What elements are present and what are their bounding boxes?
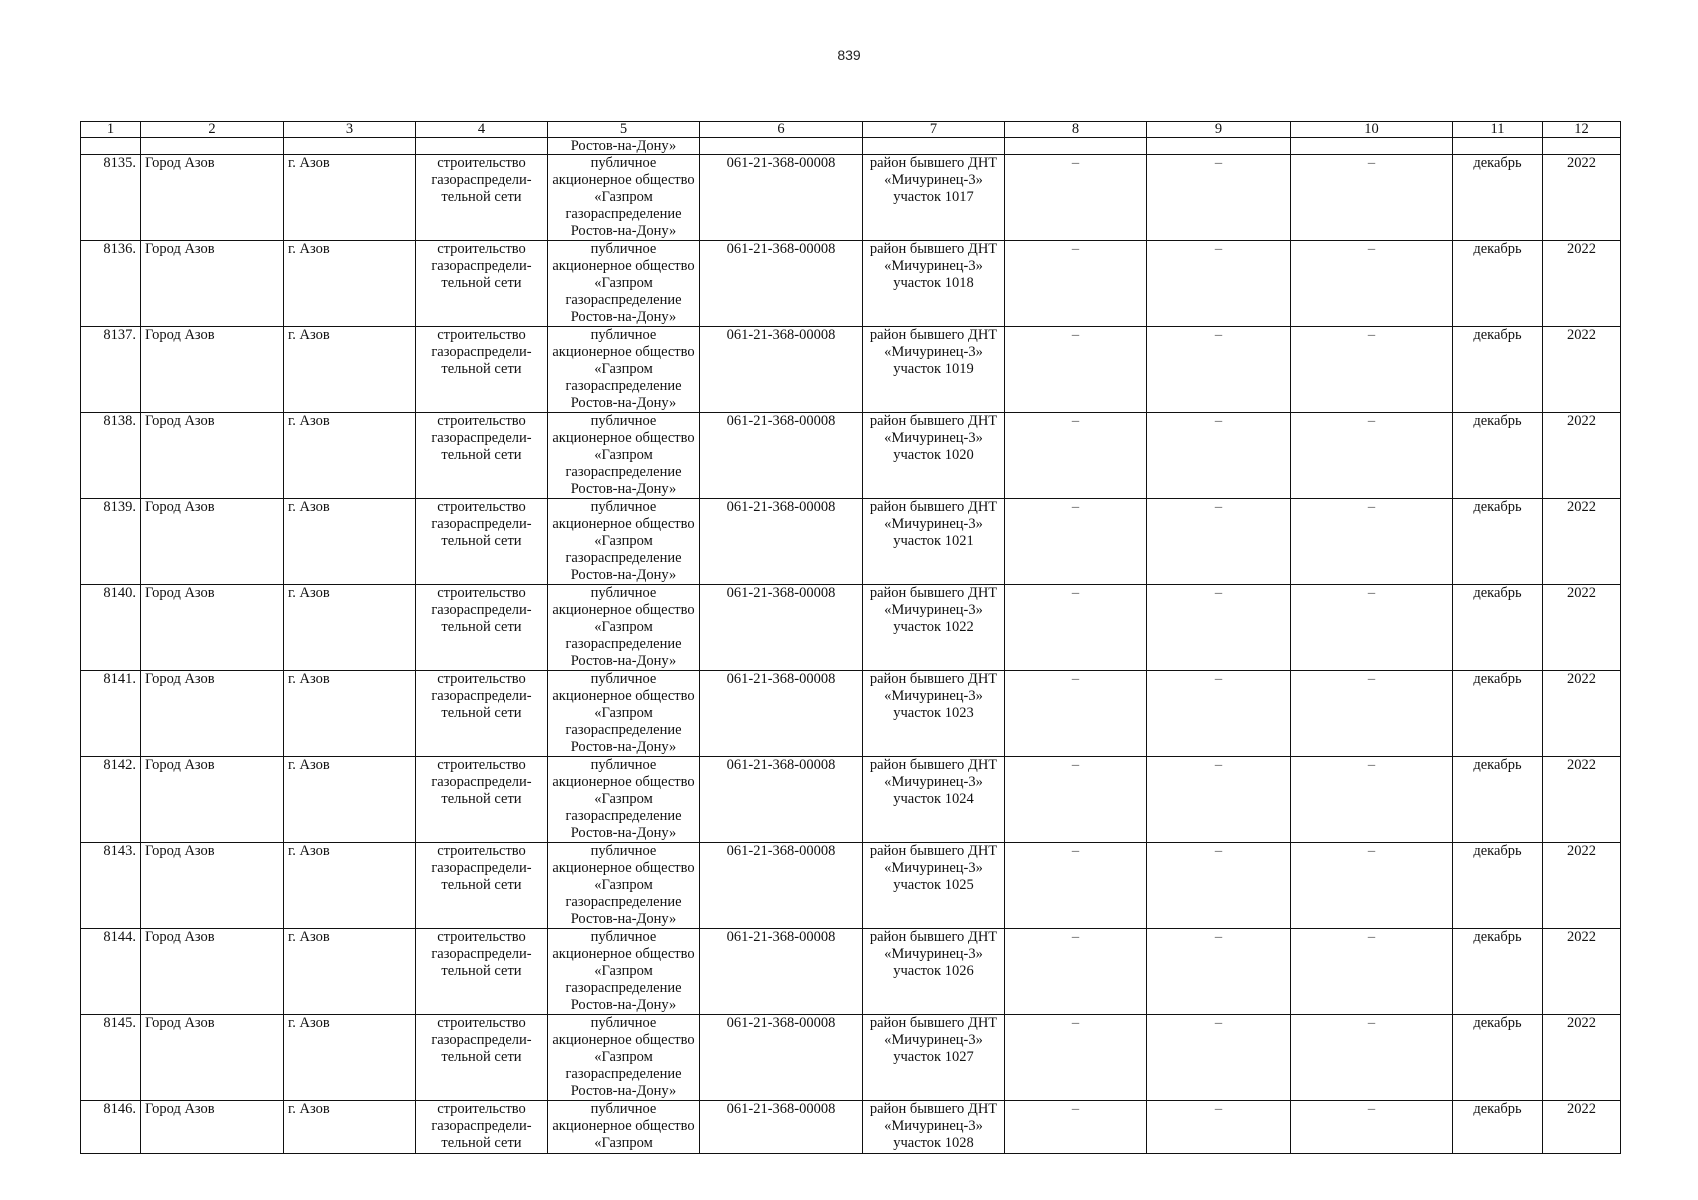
locality-cell: г. Азов bbox=[284, 757, 416, 843]
place-cell: район бывшего ДНТ «Мичуринец-3» участок 1017 bbox=[863, 155, 1005, 241]
municipality-cell: Город Азов bbox=[141, 843, 284, 929]
owner-cell: публичное акционерное общество «Газпром bbox=[548, 1101, 700, 1154]
column-header: 11 bbox=[1453, 122, 1543, 138]
col9-cell: – bbox=[1147, 1101, 1291, 1154]
place-cell: район бывшего ДНТ «Мичуринец-3» участок 1018 bbox=[863, 241, 1005, 327]
code-cell: 061-21-368-00008 bbox=[700, 413, 863, 499]
place-cell: район бывшего ДНТ «Мичуринец-3» участок 1028 bbox=[863, 1101, 1005, 1154]
owner-cell: публичное акционерное общество «Газпром газораспределение Ростов-на-Дону» bbox=[548, 757, 700, 843]
place-cell: район бывшего ДНТ «Мичуринец-3» участок 1021 bbox=[863, 499, 1005, 585]
purpose-cell: строительство газораспредели-тельной сети bbox=[416, 327, 548, 413]
code-cell: 061-21-368-00008 bbox=[700, 327, 863, 413]
code-cell: 061-21-368-00008 bbox=[700, 585, 863, 671]
col10-cell: – bbox=[1291, 1015, 1453, 1101]
col8-cell: – bbox=[1005, 241, 1147, 327]
municipality-cell: Город Азов bbox=[141, 757, 284, 843]
owner-cell: публичное акционерное общество «Газпром газораспределение Ростов-на-Дону» bbox=[548, 585, 700, 671]
col10-cell: – bbox=[1291, 585, 1453, 671]
year-cell: 2022 bbox=[1543, 1015, 1621, 1101]
place-cell: район бывшего ДНТ «Мичуринец-3» участок 1024 bbox=[863, 757, 1005, 843]
col10-cell: – bbox=[1291, 499, 1453, 585]
code-cell: 061-21-368-00008 bbox=[700, 757, 863, 843]
col9-cell: – bbox=[1147, 327, 1291, 413]
year-cell: 2022 bbox=[1543, 585, 1621, 671]
locality-cell: г. Азов bbox=[284, 585, 416, 671]
col10-cell: – bbox=[1291, 929, 1453, 1015]
col8-cell: – bbox=[1005, 499, 1147, 585]
continuation-row bbox=[81, 138, 1621, 155]
month-cell: декабрь bbox=[1453, 585, 1543, 671]
col10-cell: – bbox=[1291, 155, 1453, 241]
table-row bbox=[81, 1101, 1621, 1154]
municipality-cell: Город Азов bbox=[141, 241, 284, 327]
row-number-cell: 8137. bbox=[81, 327, 141, 413]
col10-cell: – bbox=[1291, 1101, 1453, 1154]
col9-cell: – bbox=[1147, 1015, 1291, 1101]
month-cell: декабрь bbox=[1453, 499, 1543, 585]
row-number-cell: 8140. bbox=[81, 585, 141, 671]
row-number-cell: 8146. bbox=[81, 1101, 141, 1154]
col9-cell: – bbox=[1147, 585, 1291, 671]
column-header: 1 bbox=[81, 122, 141, 138]
owner-cell: публичное акционерное общество «Газпром газораспределение Ростов-на-Дону» bbox=[548, 499, 700, 585]
municipality-cell: Город Азов bbox=[141, 1101, 284, 1154]
code-cell: 061-21-368-00008 bbox=[700, 929, 863, 1015]
row-number-cell: 8142. bbox=[81, 757, 141, 843]
owner-cell: публичное акционерное общество «Газпром газораспределение Ростов-на-Дону» bbox=[548, 155, 700, 241]
code-cell: 061-21-368-00008 bbox=[700, 843, 863, 929]
year-cell: 2022 bbox=[1543, 241, 1621, 327]
locality-cell: г. Азов bbox=[284, 929, 416, 1015]
municipality-cell: Город Азов bbox=[141, 1015, 284, 1101]
month-cell: декабрь bbox=[1453, 1015, 1543, 1101]
table-row bbox=[81, 843, 1621, 929]
purpose-cell: строительство газораспредели-тельной сети bbox=[416, 413, 548, 499]
row-number-cell: 8144. bbox=[81, 929, 141, 1015]
purpose-cell: строительство газораспредели-тельной сети bbox=[416, 585, 548, 671]
col10-cell: – bbox=[1291, 327, 1453, 413]
purpose-cell: строительство газораспредели-тельной сети bbox=[416, 241, 548, 327]
locality-cell: г. Азов bbox=[284, 671, 416, 757]
year-cell: 2022 bbox=[1543, 843, 1621, 929]
locality-cell: г. Азов bbox=[284, 241, 416, 327]
owner-cell: публичное акционерное общество «Газпром газораспределение Ростов-на-Дону» bbox=[548, 929, 700, 1015]
col10-cell: – bbox=[1291, 241, 1453, 327]
col8-cell: – bbox=[1005, 757, 1147, 843]
locality-cell: г. Азов bbox=[284, 413, 416, 499]
table-row bbox=[81, 413, 1621, 499]
purpose-cell: строительство газораспредели-тельной сети bbox=[416, 1015, 548, 1101]
column-header: 4 bbox=[416, 122, 548, 138]
table-row bbox=[81, 757, 1621, 843]
col9-cell: – bbox=[1147, 843, 1291, 929]
month-cell: декабрь bbox=[1453, 843, 1543, 929]
row-number-cell: 8135. bbox=[81, 155, 141, 241]
col10-cell: – bbox=[1291, 671, 1453, 757]
month-cell: декабрь bbox=[1453, 1101, 1543, 1154]
row-number-cell: 8139. bbox=[81, 499, 141, 585]
month-cell: декабрь bbox=[1453, 155, 1543, 241]
col9-cell: – bbox=[1147, 671, 1291, 757]
column-header: 9 bbox=[1147, 122, 1291, 138]
place-cell: район бывшего ДНТ «Мичуринец-3» участок 1020 bbox=[863, 413, 1005, 499]
col8-cell: – bbox=[1005, 1015, 1147, 1101]
year-cell: 2022 bbox=[1543, 155, 1621, 241]
municipality-cell: Город Азов bbox=[141, 929, 284, 1015]
municipality-cell: Город Азов bbox=[141, 671, 284, 757]
code-cell: 061-21-368-00008 bbox=[700, 1015, 863, 1101]
place-cell: район бывшего ДНТ «Мичуринец-3» участок 1025 bbox=[863, 843, 1005, 929]
municipality-cell: Город Азов bbox=[141, 499, 284, 585]
col8-cell: – bbox=[1005, 929, 1147, 1015]
owner-cell: публичное акционерное общество «Газпром газораспределение Ростов-на-Дону» bbox=[548, 671, 700, 757]
col8-cell: – bbox=[1005, 413, 1147, 499]
col10-cell: – bbox=[1291, 843, 1453, 929]
year-cell: 2022 bbox=[1543, 413, 1621, 499]
year-cell: 2022 bbox=[1543, 499, 1621, 585]
place-cell: район бывшего ДНТ «Мичуринец-3» участок 1026 bbox=[863, 929, 1005, 1015]
col9-cell: – bbox=[1147, 241, 1291, 327]
column-header: 6 bbox=[700, 122, 863, 138]
month-cell: декабрь bbox=[1453, 671, 1543, 757]
column-header: 10 bbox=[1291, 122, 1453, 138]
owner-cell: публичное акционерное общество «Газпром газораспределение Ростов-на-Дону» bbox=[548, 843, 700, 929]
col8-cell: – bbox=[1005, 585, 1147, 671]
owner-cell: публичное акционерное общество «Газпром газораспределение Ростов-на-Дону» bbox=[548, 413, 700, 499]
municipality-cell: Город Азов bbox=[141, 155, 284, 241]
row-number-cell: 8141. bbox=[81, 671, 141, 757]
purpose-cell: строительство газораспредели-тельной сети bbox=[416, 155, 548, 241]
table-row bbox=[81, 327, 1621, 413]
col9-cell: – bbox=[1147, 757, 1291, 843]
place-cell: район бывшего ДНТ «Мичуринец-3» участок 1019 bbox=[863, 327, 1005, 413]
code-cell: 061-21-368-00008 bbox=[700, 155, 863, 241]
table-row bbox=[81, 241, 1621, 327]
municipality-cell: Город Азов bbox=[141, 413, 284, 499]
col10-cell: – bbox=[1291, 757, 1453, 843]
year-cell: 2022 bbox=[1543, 327, 1621, 413]
code-cell: 061-21-368-00008 bbox=[700, 499, 863, 585]
purpose-cell: строительство газораспредели-тельной сети bbox=[416, 671, 548, 757]
column-header: 5 bbox=[548, 122, 700, 138]
place-cell: район бывшего ДНТ «Мичуринец-3» участок 1027 bbox=[863, 1015, 1005, 1101]
registry-table bbox=[80, 121, 1621, 1154]
place-cell: район бывшего ДНТ «Мичуринец-3» участок 1022 bbox=[863, 585, 1005, 671]
code-cell: 061-21-368-00008 bbox=[700, 241, 863, 327]
year-cell: 2022 bbox=[1543, 929, 1621, 1015]
locality-cell: г. Азов bbox=[284, 1015, 416, 1101]
col9-cell: – bbox=[1147, 929, 1291, 1015]
col8-cell: – bbox=[1005, 843, 1147, 929]
col9-cell: – bbox=[1147, 413, 1291, 499]
table-row bbox=[81, 929, 1621, 1015]
locality-cell: г. Азов bbox=[284, 499, 416, 585]
month-cell: декабрь bbox=[1453, 327, 1543, 413]
row-number-cell: 8145. bbox=[81, 1015, 141, 1101]
municipality-cell: Город Азов bbox=[141, 327, 284, 413]
month-cell: декабрь bbox=[1453, 241, 1543, 327]
month-cell: декабрь bbox=[1453, 757, 1543, 843]
col10-cell: – bbox=[1291, 413, 1453, 499]
col8-cell: – bbox=[1005, 671, 1147, 757]
page-number: 839 bbox=[837, 47, 861, 63]
col9-cell: – bbox=[1147, 499, 1291, 585]
table-row bbox=[81, 1015, 1621, 1101]
table-row bbox=[81, 671, 1621, 757]
locality-cell: г. Азов bbox=[284, 327, 416, 413]
year-cell: 2022 bbox=[1543, 757, 1621, 843]
column-header: 2 bbox=[141, 122, 284, 138]
column-header: 3 bbox=[284, 122, 416, 138]
column-header: 7 bbox=[863, 122, 1005, 138]
purpose-cell: строительство газораспредели-тельной сети bbox=[416, 757, 548, 843]
table-row bbox=[81, 585, 1621, 671]
column-number-header-row bbox=[81, 122, 1621, 138]
row-number-cell: 8136. bbox=[81, 241, 141, 327]
code-cell: 061-21-368-00008 bbox=[700, 671, 863, 757]
owner-cell: публичное акционерное общество «Газпром газораспределение Ростов-на-Дону» bbox=[548, 327, 700, 413]
col9-cell: – bbox=[1147, 155, 1291, 241]
row-number-cell: 8138. bbox=[81, 413, 141, 499]
table-row bbox=[81, 155, 1621, 241]
purpose-cell: строительство газораспредели-тельной сети bbox=[416, 929, 548, 1015]
col8-cell: – bbox=[1005, 327, 1147, 413]
locality-cell: г. Азов bbox=[284, 155, 416, 241]
municipality-cell: Город Азов bbox=[141, 585, 284, 671]
purpose-cell: строительство газораспредели-тельной сети bbox=[416, 1101, 548, 1154]
owner-cell: публичное акционерное общество «Газпром газораспределение Ростов-на-Дону» bbox=[548, 241, 700, 327]
code-cell: 061-21-368-00008 bbox=[700, 1101, 863, 1154]
col8-cell: – bbox=[1005, 155, 1147, 241]
month-cell: декабрь bbox=[1453, 929, 1543, 1015]
col8-cell: – bbox=[1005, 1101, 1147, 1154]
table-row bbox=[81, 499, 1621, 585]
year-cell: 2022 bbox=[1543, 1101, 1621, 1154]
owner-cell: публичное акционерное общество «Газпром газораспределение Ростов-на-Дону» bbox=[548, 1015, 700, 1101]
row-number-cell: 8143. bbox=[81, 843, 141, 929]
place-cell: район бывшего ДНТ «Мичуринец-3» участок 1023 bbox=[863, 671, 1005, 757]
year-cell: 2022 bbox=[1543, 671, 1621, 757]
continuation-cell: Ростов-на-Дону» bbox=[548, 138, 700, 155]
locality-cell: г. Азов bbox=[284, 843, 416, 929]
purpose-cell: строительство газораспредели-тельной сети bbox=[416, 843, 548, 929]
column-header: 12 bbox=[1543, 122, 1621, 138]
locality-cell: г. Азов bbox=[284, 1101, 416, 1154]
purpose-cell: строительство газораспредели-тельной сети bbox=[416, 499, 548, 585]
column-header: 8 bbox=[1005, 122, 1147, 138]
month-cell: декабрь bbox=[1453, 413, 1543, 499]
